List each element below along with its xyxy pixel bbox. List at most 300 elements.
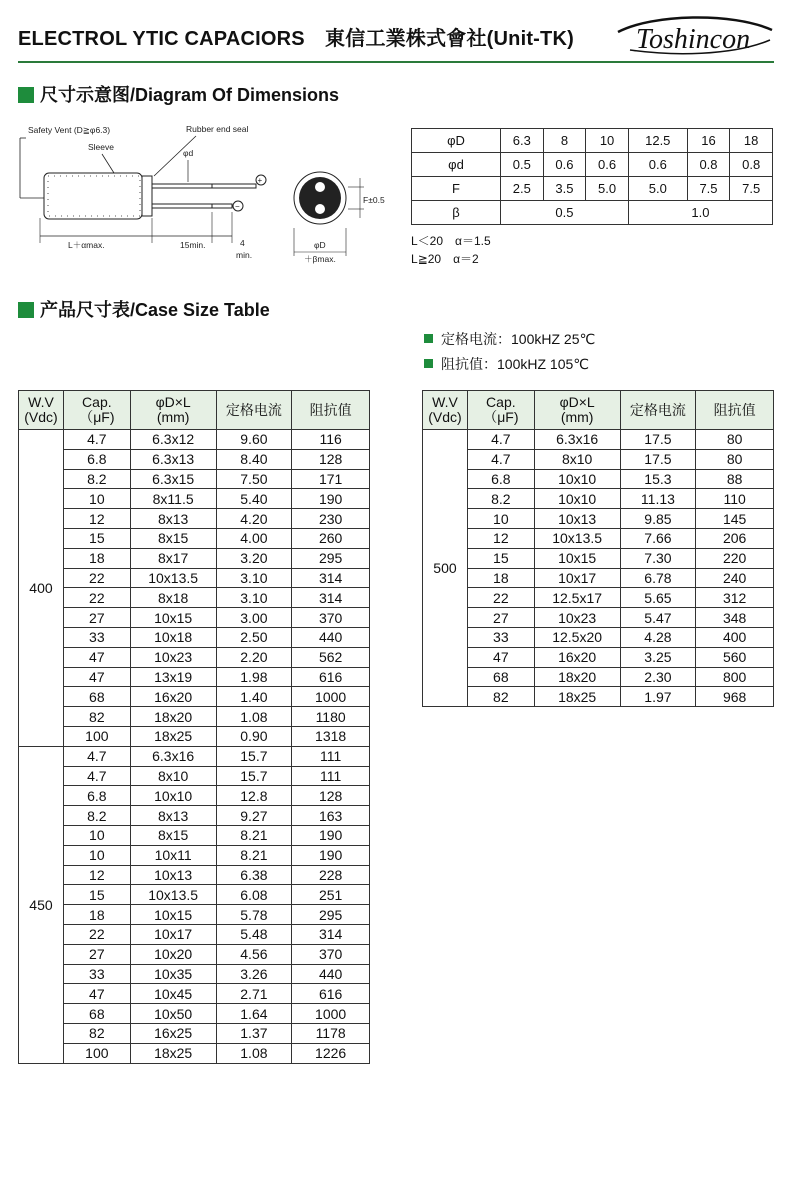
table-cell: 22 xyxy=(63,568,130,588)
table-cell: 33 xyxy=(63,627,130,647)
table-cell: 6.08 xyxy=(216,885,292,905)
table-row xyxy=(19,746,370,766)
square-bullet-icon xyxy=(424,359,433,368)
header-divider xyxy=(18,61,774,63)
column-header xyxy=(534,391,620,430)
table-cell: 15 xyxy=(63,885,130,905)
table-cell: 27 xyxy=(63,944,130,964)
column-header-text: （μF) xyxy=(79,409,115,425)
dim-cell: 5.0 xyxy=(586,177,629,201)
column-header xyxy=(130,391,216,430)
table-cell: 5.78 xyxy=(216,905,292,925)
table-row xyxy=(19,608,370,628)
table-cell: 9.85 xyxy=(620,509,696,529)
table-cell: 12.8 xyxy=(216,786,292,806)
table-cell: 314 xyxy=(292,924,370,944)
label-l-alpha: L＋αmax. xyxy=(68,240,105,250)
section-case-size-title: 产品尺寸表/Case Size Table xyxy=(18,296,270,322)
table-cell: 8x15 xyxy=(130,528,216,548)
table-cell: 16x25 xyxy=(130,1023,216,1043)
table-cell: 230 xyxy=(292,509,370,529)
table-cell: 4.7 xyxy=(467,449,534,469)
table-cell: 0.90 xyxy=(216,726,292,746)
voltage-cell: 450 xyxy=(19,746,64,1063)
table-row xyxy=(19,944,370,964)
table-cell: 240 xyxy=(696,568,774,588)
column-header xyxy=(423,391,468,430)
table-row xyxy=(423,469,774,489)
table-cell: 8x11.5 xyxy=(130,489,216,509)
table-cell: 100 xyxy=(63,726,130,746)
table-cell: 4.20 xyxy=(216,509,292,529)
table-cell: 12.5x17 xyxy=(534,588,620,608)
table-cell: 80 xyxy=(696,449,774,469)
table-cell: 1.97 xyxy=(620,687,696,707)
table-cell: 116 xyxy=(292,430,370,450)
table-cell: 7.50 xyxy=(216,469,292,489)
table-cell: 3.25 xyxy=(620,647,696,667)
table-cell: 18x20 xyxy=(534,667,620,687)
table-cell: 17.5 xyxy=(620,449,696,469)
table-cell: 7.30 xyxy=(620,548,696,568)
table-row xyxy=(19,1023,370,1043)
table-cell: 5.48 xyxy=(216,924,292,944)
table-cell: 190 xyxy=(292,489,370,509)
voltage-cell: 500 xyxy=(423,430,468,707)
table-row xyxy=(19,707,370,727)
table-cell: 10x17 xyxy=(130,924,216,944)
table-cell: 2.20 xyxy=(216,647,292,667)
table-cell: 4.00 xyxy=(216,528,292,548)
table-row xyxy=(19,469,370,489)
table-cell: 2.71 xyxy=(216,984,292,1004)
label-beta-max: ＋βmax. xyxy=(304,254,336,264)
table-row xyxy=(19,825,370,845)
table-row xyxy=(19,984,370,1004)
table-cell: 10x11 xyxy=(130,845,216,865)
table-cell: 260 xyxy=(292,528,370,548)
table-cell: 18 xyxy=(63,548,130,568)
table-cell: 16x20 xyxy=(130,687,216,707)
table-cell: 82 xyxy=(63,1023,130,1043)
label-phi-d: φd xyxy=(183,148,194,158)
minus-sign: − xyxy=(235,202,240,211)
dim-cell: 7.5 xyxy=(687,177,730,201)
table-cell: 10x10 xyxy=(534,489,620,509)
dim-cell: 0.6 xyxy=(628,153,687,177)
dimension-diagram xyxy=(18,118,398,268)
dim-row-label: F xyxy=(412,177,501,201)
table-cell: 8.2 xyxy=(467,489,534,509)
table-cell: 440 xyxy=(292,964,370,984)
column-header-text: 定格电流 xyxy=(225,401,282,418)
label-15min: 15min. xyxy=(180,240,206,250)
column-header xyxy=(19,391,64,430)
dim-cell: 3.5 xyxy=(543,177,586,201)
table-row xyxy=(19,924,370,944)
dim-cell: 8 xyxy=(543,129,586,153)
table-cell: 12 xyxy=(467,528,534,548)
table-cell: 68 xyxy=(63,687,130,707)
table-cell: 1.08 xyxy=(216,1043,292,1063)
table-row xyxy=(19,489,370,509)
column-header-text: (Vdc) xyxy=(24,409,58,425)
plus-sign: + xyxy=(257,176,263,185)
table-cell: 9.60 xyxy=(216,430,292,450)
column-header xyxy=(292,391,370,430)
table-cell: 15 xyxy=(63,528,130,548)
table-cell: 314 xyxy=(292,588,370,608)
table-cell: 47 xyxy=(63,984,130,1004)
square-bullet-icon xyxy=(18,302,34,318)
table-cell: 10x13.5 xyxy=(130,885,216,905)
table-cell: 1226 xyxy=(292,1043,370,1063)
column-header-text: (mm) xyxy=(156,409,190,425)
dim-cell: 12.5 xyxy=(628,129,687,153)
table-cell: 295 xyxy=(292,905,370,925)
table-cell: 47 xyxy=(63,667,130,687)
table-cell: 8x10 xyxy=(130,766,216,786)
table-cell: 295 xyxy=(292,548,370,568)
dim-cell: 0.6 xyxy=(586,153,629,177)
table-cell: 400 xyxy=(696,627,774,647)
table-cell: 4.7 xyxy=(63,430,130,450)
table-cell: 128 xyxy=(292,786,370,806)
table-cell: 8x17 xyxy=(130,548,216,568)
table-row xyxy=(423,430,774,450)
table-cell: 27 xyxy=(63,608,130,628)
table-cell: 12.5x20 xyxy=(534,627,620,647)
dim-cell: 10 xyxy=(586,129,629,153)
table-cell: 2.30 xyxy=(620,667,696,687)
table-cell: 370 xyxy=(292,608,370,628)
column-header-text: Cap. xyxy=(82,394,112,410)
table-cell: 6.3x15 xyxy=(130,469,216,489)
table-cell: 8x13 xyxy=(130,806,216,826)
dim-row xyxy=(412,177,773,201)
column-header-text: Cap. xyxy=(486,394,516,410)
table-cell: 3.00 xyxy=(216,608,292,628)
table-cell: 440 xyxy=(292,627,370,647)
table-cell: 4.7 xyxy=(467,430,534,450)
table-cell: 10x20 xyxy=(130,944,216,964)
table-cell: 18 xyxy=(467,568,534,588)
table-cell: 314 xyxy=(292,568,370,588)
voltage-cell: 400 xyxy=(19,430,64,747)
label-rubber-seal: Rubber end seal xyxy=(186,124,249,134)
table-cell: 800 xyxy=(696,667,774,687)
table-cell: 10x13.5 xyxy=(534,528,620,548)
table-cell: 3.10 xyxy=(216,588,292,608)
section-dimensions-title: 尺寸示意图/Diagram Of Dimensions xyxy=(18,81,339,107)
table-cell: 128 xyxy=(292,449,370,469)
column-header-text: 阻抗值 xyxy=(309,401,352,418)
column-header-text: W.V xyxy=(28,394,54,410)
dim-cell: 0.5 xyxy=(501,201,629,225)
table-cell: 6.38 xyxy=(216,865,292,885)
table-cell: 111 xyxy=(292,746,370,766)
table-cell: 10 xyxy=(63,825,130,845)
table-cell: 1.08 xyxy=(216,707,292,727)
table-cell: 33 xyxy=(63,964,130,984)
table-cell: 348 xyxy=(696,608,774,628)
table-cell: 1.98 xyxy=(216,667,292,687)
dim-row-label: φD xyxy=(412,129,501,153)
table-cell: 18x25 xyxy=(534,687,620,707)
table-row xyxy=(19,905,370,925)
table-row xyxy=(423,449,774,469)
square-bullet-icon xyxy=(18,87,34,103)
table-cell: 251 xyxy=(292,885,370,905)
table-row xyxy=(19,786,370,806)
table-cell: 145 xyxy=(696,509,774,529)
impedance-note: 阻抗值：100kHZ 105℃ xyxy=(424,354,589,374)
table-cell: 10x35 xyxy=(130,964,216,984)
table-cell: 1178 xyxy=(292,1023,370,1043)
table-cell: 9.27 xyxy=(216,806,292,826)
table-row xyxy=(19,885,370,905)
alpha-note-2: L≧20 α＝2 xyxy=(411,252,479,266)
table-cell: 370 xyxy=(292,944,370,964)
table-cell: 22 xyxy=(63,924,130,944)
table-cell: 10x45 xyxy=(130,984,216,1004)
table-row xyxy=(423,667,774,687)
table-row xyxy=(19,726,370,746)
table-cell: 4.28 xyxy=(620,627,696,647)
table-cell: 18 xyxy=(63,905,130,925)
table-cell: 15.7 xyxy=(216,746,292,766)
column-header xyxy=(467,391,534,430)
table-row xyxy=(19,430,370,450)
table-cell: 82 xyxy=(467,687,534,707)
label-safety-vent: Safety Vent (D≧φ6.3) xyxy=(28,125,111,135)
table-cell: 206 xyxy=(696,528,774,548)
label-4: 4 xyxy=(240,238,245,248)
table-cell: 68 xyxy=(467,667,534,687)
dim-cell: 6.3 xyxy=(501,129,544,153)
dim-cell: 0.6 xyxy=(543,153,586,177)
dim-cell: 2.5 xyxy=(501,177,544,201)
table-cell: 111 xyxy=(292,766,370,786)
table-cell: 8.2 xyxy=(63,806,130,826)
dim-cell: 0.8 xyxy=(687,153,730,177)
table-row xyxy=(19,806,370,826)
table-cell: 110 xyxy=(696,489,774,509)
table-cell: 6.8 xyxy=(63,449,130,469)
table-row xyxy=(19,548,370,568)
table-cell: 190 xyxy=(292,845,370,865)
table-cell: 968 xyxy=(696,687,774,707)
table-cell: 1.64 xyxy=(216,1004,292,1024)
table-cell: 10x13 xyxy=(534,509,620,529)
logo-text: Toshincon xyxy=(636,24,751,55)
table-cell: 10x13 xyxy=(130,865,216,885)
table-cell: 8x18 xyxy=(130,588,216,608)
table-cell: 10x15 xyxy=(130,905,216,925)
table-row xyxy=(19,1004,370,1024)
table-cell: 10x23 xyxy=(534,608,620,628)
table-cell: 11.13 xyxy=(620,489,696,509)
table-cell: 10x15 xyxy=(130,608,216,628)
table-cell: 22 xyxy=(467,588,534,608)
column-header xyxy=(216,391,292,430)
table-cell: 2.50 xyxy=(216,627,292,647)
table-row xyxy=(423,548,774,568)
table-cell: 15.7 xyxy=(216,766,292,786)
table-cell: 10x23 xyxy=(130,647,216,667)
table-row xyxy=(423,647,774,667)
table-cell: 15.3 xyxy=(620,469,696,489)
table-cell: 17.5 xyxy=(620,430,696,450)
table-row xyxy=(423,687,774,707)
table-cell: 1000 xyxy=(292,1004,370,1024)
column-header xyxy=(696,391,774,430)
table-cell: 12 xyxy=(63,865,130,885)
dim-cell: 5.0 xyxy=(628,177,687,201)
table-cell: 5.65 xyxy=(620,588,696,608)
table-row xyxy=(423,489,774,509)
table-cell: 8x13 xyxy=(130,509,216,529)
ripple-note: 定格电流：100kHZ 25℃ xyxy=(424,329,595,349)
table-cell: 562 xyxy=(292,647,370,667)
dim-cell: 7.5 xyxy=(730,177,773,201)
table-cell: 33 xyxy=(467,627,534,647)
table-cell: 10x17 xyxy=(534,568,620,588)
table-row xyxy=(423,509,774,529)
table-cell: 16x20 xyxy=(534,647,620,667)
table-cell: 3.20 xyxy=(216,548,292,568)
page-title: ELECTROL YTIC CAPACIORS 東信工業株式會社(Unit-TK) xyxy=(18,28,574,50)
table-row xyxy=(19,588,370,608)
dim-cell: 1.0 xyxy=(628,201,772,225)
table-row xyxy=(19,845,370,865)
dim-row-label: φd xyxy=(412,153,501,177)
column-header xyxy=(63,391,130,430)
table-cell: 10 xyxy=(467,509,534,529)
table-cell: 3.10 xyxy=(216,568,292,588)
table-cell: 8.40 xyxy=(216,449,292,469)
table-cell: 13x19 xyxy=(130,667,216,687)
table-cell: 27 xyxy=(467,608,534,628)
column-header-text: (Vdc) xyxy=(428,409,462,425)
table-cell: 18x25 xyxy=(130,726,216,746)
table-cell: 312 xyxy=(696,588,774,608)
table-cell: 18x25 xyxy=(130,1043,216,1063)
table-row xyxy=(423,588,774,608)
dim-cell: 0.5 xyxy=(501,153,544,177)
table-cell: 1.40 xyxy=(216,687,292,707)
table-cell: 228 xyxy=(292,865,370,885)
table-row xyxy=(19,528,370,548)
table-cell: 88 xyxy=(696,469,774,489)
table-cell: 7.66 xyxy=(620,528,696,548)
table-cell: 6.78 xyxy=(620,568,696,588)
column-header-text: W.V xyxy=(432,394,458,410)
dim-cell: 0.8 xyxy=(730,153,773,177)
table-row xyxy=(19,766,370,786)
table-cell: 616 xyxy=(292,984,370,1004)
table-cell: 171 xyxy=(292,469,370,489)
table-cell: 5.47 xyxy=(620,608,696,628)
table-cell: 5.40 xyxy=(216,489,292,509)
table-cell: 163 xyxy=(292,806,370,826)
table-cell: 68 xyxy=(63,1004,130,1024)
table-cell: 3.26 xyxy=(216,964,292,984)
dim-row-label: β xyxy=(412,201,501,225)
label-min: min. xyxy=(236,250,253,260)
table-row xyxy=(19,667,370,687)
column-header-text: φD×L xyxy=(559,394,595,410)
table-cell: 616 xyxy=(292,667,370,687)
table-cell: 8.2 xyxy=(63,469,130,489)
dim-cell: 18 xyxy=(730,129,773,153)
case-size-table-left xyxy=(18,390,370,1064)
table-row xyxy=(19,568,370,588)
table-row xyxy=(423,608,774,628)
table-row xyxy=(423,627,774,647)
table-cell: 10 xyxy=(63,845,130,865)
table-cell: 12 xyxy=(63,509,130,529)
table-cell: 4.56 xyxy=(216,944,292,964)
table-cell: 10x50 xyxy=(130,1004,216,1024)
table-row xyxy=(19,449,370,469)
label-phi-D: φD xyxy=(314,240,326,250)
table-cell: 8.21 xyxy=(216,825,292,845)
table-cell: 10x18 xyxy=(130,627,216,647)
table-cell: 6.8 xyxy=(63,786,130,806)
table-row xyxy=(423,568,774,588)
table-cell: 1180 xyxy=(292,707,370,727)
table-cell: 6.3x12 xyxy=(130,430,216,450)
table-cell: 15 xyxy=(467,548,534,568)
column-header-text: 阻抗值 xyxy=(713,401,756,418)
table-cell: 10x15 xyxy=(534,548,620,568)
table-cell: 220 xyxy=(696,548,774,568)
table-row xyxy=(423,528,774,548)
alpha-note-1: L＜20 α＝1.5 xyxy=(411,234,491,248)
table-row xyxy=(19,647,370,667)
table-cell: 80 xyxy=(696,430,774,450)
table-cell: 6.3x16 xyxy=(130,746,216,766)
table-row xyxy=(19,627,370,647)
table-cell: 82 xyxy=(63,707,130,727)
column-header-text: φD×L xyxy=(155,394,191,410)
label-sleeve: Sleeve xyxy=(88,142,114,152)
table-cell: 6.3x13 xyxy=(130,449,216,469)
table-cell: 1318 xyxy=(292,726,370,746)
table-row xyxy=(19,865,370,885)
table-row xyxy=(19,687,370,707)
table-cell: 10 xyxy=(63,489,130,509)
column-header-text: (mm) xyxy=(560,409,594,425)
table-cell: 8x10 xyxy=(534,449,620,469)
brand-logo xyxy=(612,10,777,58)
table-cell: 10x10 xyxy=(130,786,216,806)
column-header-text: （μF) xyxy=(483,409,519,425)
label-f: F±0.5 xyxy=(363,195,385,205)
table-cell: 1000 xyxy=(292,687,370,707)
table-cell: 6.8 xyxy=(467,469,534,489)
table-cell: 47 xyxy=(63,647,130,667)
table-row xyxy=(19,964,370,984)
table-cell: 6.3x16 xyxy=(534,430,620,450)
dimension-table xyxy=(411,128,773,225)
dim-cell: 16 xyxy=(687,129,730,153)
dim-row xyxy=(412,201,773,225)
case-size-table-right xyxy=(422,390,774,707)
table-cell: 4.7 xyxy=(63,766,130,786)
column-header xyxy=(620,391,696,430)
